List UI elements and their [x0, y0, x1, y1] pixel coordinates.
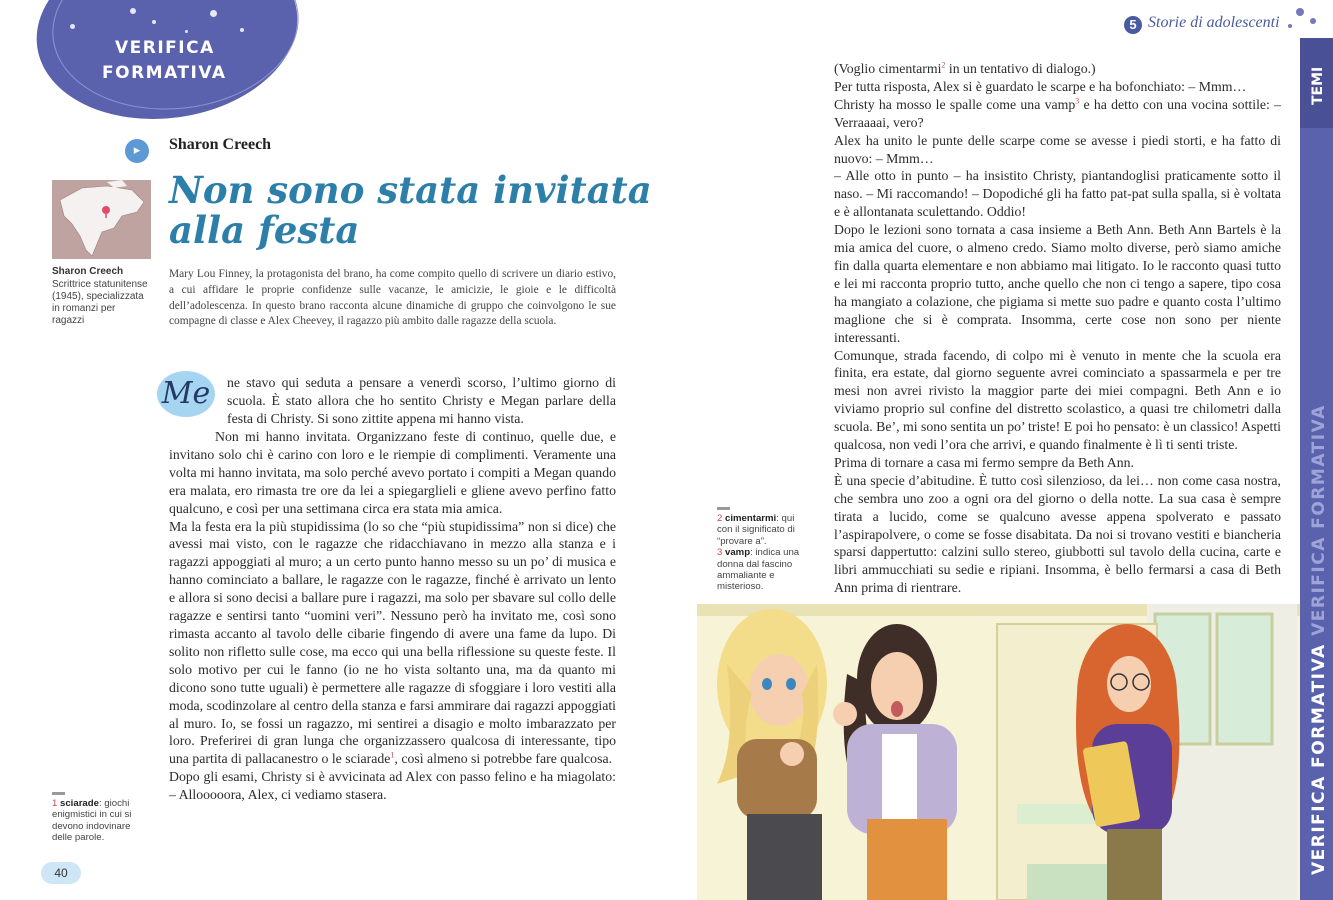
audio-speaker-icon[interactable]: ▸ — [125, 139, 149, 163]
badge-label-line2: FORMATIVA — [102, 63, 227, 83]
decor-dot — [1310, 18, 1316, 24]
paragraph: Per tutta risposta, Alex si è guardato le scarpe e ha bofonchiato: – Mmm… — [834, 78, 1247, 94]
paragraph: Alex ha unito le punte delle scarpe come se avesse i piedi storti, e ha fatto di nuovo: – Mmm… — [834, 132, 1281, 166]
decor-dot — [185, 30, 188, 33]
footnote-ref[interactable]: 1 — [390, 750, 395, 760]
intro-paragraph: Mary Lou Finney, la protagonista del brano, ha come compito quello di scrivere un diario estivo, a cui affidare le proprie confidenze sulle vacanze, le amicizie, le gioie e le difficoltà dell’adolescenza. In questo brano racconta alcune dinamiche di gruppo che coinvolgono le sue compagne di classe e Alex Cheevey, il ragazzo più ambito dalle ragazze della scuola. — [169, 268, 616, 328]
title-line1: Non sono stata invitata — [169, 168, 652, 212]
author-caption-desc: Scrittrice statunitense (1945), specializzata in romanzi per ragazzi — [52, 279, 148, 326]
paragraph: È una specie d’abitudine. È tutto così silenzioso, da lei… non come casa nostra, che sembra uno zoo a ogni ora del giorno o della notte. La sua casa è sempre tirata a lucido, come se qualcuno avesse appena spolverato e passato l’aspirapolvere, o come se fosse disabitata. Da noi si trovano vestiti e biancheria sparsi dappertutto: calzini sullo stereo, giubbotti sul tavolo della cucina, carte e libri ammucchiati su sedie e ripiani. Insomma, è bello fermarsi a casa di Beth Ann prima di rientrare. — [834, 472, 1281, 596]
dropcap: Me — [157, 371, 215, 417]
title-line2: alla festa — [169, 208, 360, 252]
footnote-rule — [717, 507, 730, 510]
decor-dot — [240, 28, 244, 32]
footnote-1: 1 sciarade: giochi enigmistici in cui si devono indovinare delle parole. — [52, 792, 152, 844]
author-caption-name: Sharon Creech — [52, 266, 124, 277]
chapter-title: Storie di adolescenti — [1148, 14, 1280, 31]
paragraph: Comunque, strada facendo, di colpo mi è venuto in mente che la scuola era finita, era estate, dal giorno seguente avrei cominciato a spassarmela e per tre mesi non avrei rivisto la maggior parte dei miei compagni. Beth Ann e io viviamo proprio sul confine del distretto scolastico, a quasi tre chilometri dalla scuola. Be’, mi sono sentita un po’ triste! E poi ho pensato: è un classico! Aspetti qualcosa, non vedi l’ora che arrivi, e quando finalmente è lì ti senti triste. — [834, 347, 1281, 453]
decor-dot — [1288, 24, 1292, 28]
illustration-three-girls — [697, 604, 1300, 900]
paragraph: Ma la festa era la più stupidissima (lo so che “più stupidissima” non si dice) che avessi mai visto, con le ragazze che ridacchiavano in mezzo alla stanza e i ragazzi appoggiati al muro; a un certo punto hanno messo su un po’ di musica e hanno cominciato a ballare, le ragazze con le ragazze, finché è arrivato un lento e allora si sono decisi a ballare pure i ragazzi, ma solo per sbavare sul collo delle ragazze e sentirsi tanto “uomini veri”. Nessuno però ha invitato me, così sono rimasta accanto al tavolo delle cibarie fingendo di avere una fame da lupo. Di solito non rifletto sulle cose, ma ecco qui una bella riflessione su queste feste. Il solo motivo per cui le fanno (io ne ho vista soltanto una, ma da quanto mi dicono sono tutte uguali) è permettere alle ragazze di sfoggiare i loro vestiti alla moda, scodinzolare al centro della stanza e farsi ammirare dai ragazzi appoggiati al muro. Io, se fossi un ragazzo, mi sentirei a disagio e molto imbarazzato per loro. Preferirei di gran lunga che organizzassero qualcosa di interessante, tipo una partita di pallacanestro o le sciarade$^1$, così almeno si potrebbe fare qualcosa. — [169, 518, 616, 767]
left-body-text — [169, 428, 616, 804]
page-number: 40 — [41, 862, 81, 884]
paragraph: Prima di tornare a casa mi fermo sempre da Beth Ann. — [834, 454, 1134, 470]
decor-dot — [1296, 8, 1304, 16]
paragraph: Non mi hanno invitata. Organizzano feste di continuo, quelle due, e invitano solo chi è carino con loro e le riempie di complimenti. Veramente una volta mi hanno invitata, ma solo perché avevo portato i compiti a Megan quando era malata, ero rimasta tre ore da lei a spiegarglieli e gliene avevo perfino fatto qualcuno, e così per una settimana circa era stata mia amica. — [169, 429, 616, 516]
lead-paragraph: ne stavo qui seduta a pensare a venerdì scorso, l’ultimo giorno di scuola. È stato allora che ho sentito Christy e Megan parlare della festa di Christy. Si sono zittite appena mi hanno vista. — [227, 375, 616, 426]
author-name: Sharon Creech — [169, 136, 272, 153]
badge-label-line1: VERIFICA — [115, 38, 215, 58]
paragraph: Dopo gli esami, Christy si è avvicinata ad Alex con passo felino e ha miagolato: – Allooooora, Alex, ci vediamo stasera. — [169, 769, 616, 803]
decor-dot — [152, 20, 156, 24]
vertical-section-label — [1302, 400, 1332, 880]
footnote-ref[interactable]: 2 — [941, 60, 946, 70]
paragraph: Dopo le lezioni sono tornata a casa insieme a Beth Ann. Beth Ann Bartels è la mia amica del cuore, o almeno credo. Siamo molto diverse, però siamo amiche fin dalla quarta elementare e non abbiamo mai litigato. Io le racconto quasi tutto e lei mi racconta proprio tutto, anche quello che non ci tengo a sapere, tipo cosa ha mangiato a colazione, che pigiama si mette suo padre e quanto costa l’ultimo maglione che si è comprata. Insomma, certe cose non sono per niente interessanti. — [834, 222, 1281, 345]
decor-dot — [130, 8, 136, 14]
decor-dot — [70, 24, 75, 29]
footnote-rule — [52, 792, 65, 795]
right-body-text — [834, 60, 1281, 597]
decor-dot — [210, 10, 217, 17]
article-title — [169, 170, 652, 250]
paragraph: – Alle otto in punto – ha insistito Christy, piantandoglisi praticamente sotto il naso. – Mi raccomando! – Dopodiché gli ha fatto pat-pat sulla spalla, si è voltata e è allontanata sculettando. Oddio! — [834, 168, 1281, 220]
paragraph: Christy ha mosso le spalle come una vamp$^3$ e ha detto con una vocina sottile: – Verraaaai, vero? — [834, 96, 1282, 130]
author-map-image — [52, 180, 151, 259]
temi-label — [1302, 50, 1332, 110]
chapter-number-badge: 5 — [1124, 16, 1142, 34]
footnote-ref[interactable]: 3 — [1075, 96, 1080, 106]
footnote-2: 2 cimentarmi: qui con il significato di “provare a”. — [717, 513, 795, 547]
footnote-3: 3 vamp: indica una donna dal fascino ammaliante e misterioso. — [717, 547, 800, 593]
svg-text:TEMI: TEMI — [1310, 66, 1326, 105]
paragraph: (Voglio cimentarmi$^2$ in un tentativo di dialogo.) — [834, 60, 1096, 76]
footnotes-2-3 — [717, 507, 807, 593]
svg-text:VERIFICA FORMATIVA VERIFIC: VERIFICA FORMATIVA VERIFICA FORMATIVA — [1309, 404, 1329, 875]
